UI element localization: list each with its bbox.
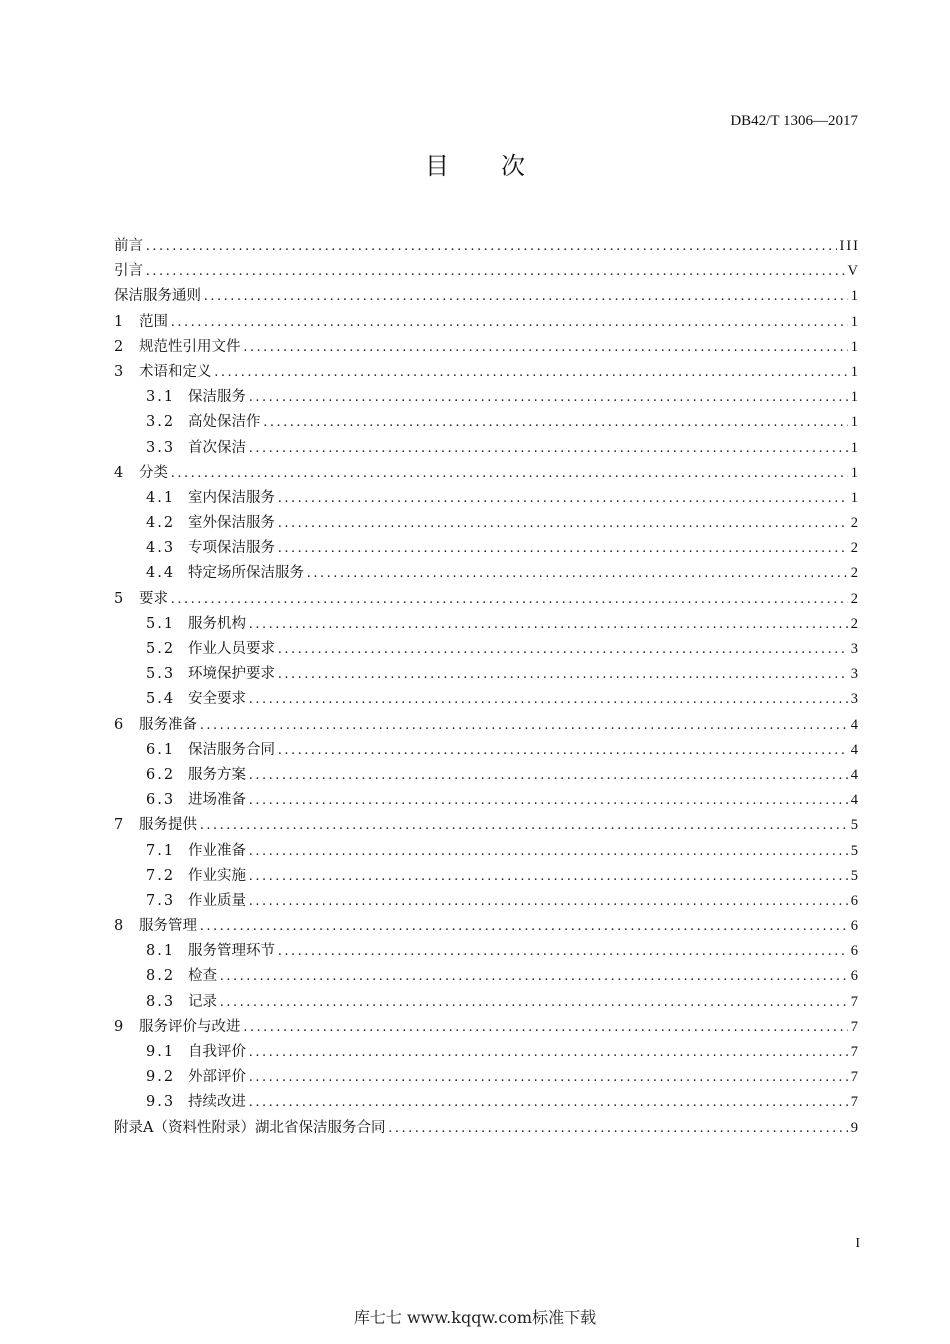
toc-entry-number: 8.3 bbox=[146, 993, 176, 1010]
toc-entry[interactable] bbox=[114, 889, 860, 914]
toc-entry[interactable] bbox=[114, 662, 860, 687]
toc-entry[interactable] bbox=[114, 284, 860, 309]
toc-entry[interactable] bbox=[114, 612, 860, 637]
toc-entry-page: 2 bbox=[850, 515, 860, 532]
toc-entry-label: 首次保洁 bbox=[188, 439, 246, 456]
toc-entry-page: 4 bbox=[850, 716, 860, 733]
toc-entry-label: 范围 bbox=[139, 313, 168, 330]
toc-entry-number: 9.1 bbox=[146, 1044, 176, 1060]
toc-entry-label: 作业准备 bbox=[188, 842, 246, 859]
toc-entry[interactable] bbox=[114, 536, 860, 561]
toc-entry-label: 规范性引用文件 bbox=[139, 338, 241, 355]
dot-leader bbox=[278, 943, 848, 960]
toc-entry[interactable] bbox=[114, 1065, 860, 1090]
toc-entry-label: 服务提供 bbox=[139, 817, 197, 834]
dot-leader bbox=[249, 1044, 848, 1061]
dot-leader bbox=[200, 918, 848, 935]
toc-entry[interactable] bbox=[114, 511, 860, 536]
toc-entry-page: 2 bbox=[850, 540, 860, 557]
toc-entry[interactable] bbox=[114, 687, 860, 712]
toc-entry-label: 服务方案 bbox=[188, 766, 246, 783]
toc-entry[interactable] bbox=[114, 436, 860, 461]
toc-entry-page: 1 bbox=[850, 489, 860, 506]
toc-entry-label: 分类 bbox=[139, 464, 168, 481]
toc-entry[interactable] bbox=[114, 234, 860, 259]
toc-entry-number: 1 bbox=[114, 313, 124, 330]
toc-entry-page: 4 bbox=[850, 792, 860, 809]
dot-leader bbox=[249, 843, 848, 860]
toc-entry-label: 作业人员要求 bbox=[188, 641, 275, 657]
dot-leader bbox=[278, 515, 848, 532]
toc-entry-number: 8.2 bbox=[146, 968, 176, 985]
dot-leader bbox=[278, 641, 848, 658]
toc-entry-label: 服务管理 bbox=[139, 918, 197, 935]
toc-entry-page: 6 bbox=[850, 943, 860, 960]
toc-entry-page: 7 bbox=[850, 1044, 860, 1060]
toc-entry-page: 2 bbox=[850, 565, 860, 582]
toc-entry-number: 4.2 bbox=[146, 515, 176, 532]
toc-entry[interactable] bbox=[114, 788, 860, 813]
toc-entry-page: 4 bbox=[850, 741, 860, 758]
toc-entry[interactable] bbox=[114, 1090, 860, 1115]
toc-entry-page: 1 bbox=[850, 439, 860, 456]
toc-entry[interactable] bbox=[114, 914, 860, 939]
dot-leader bbox=[278, 742, 848, 759]
dot-leader bbox=[215, 364, 848, 381]
toc-entry-page: 1 bbox=[850, 338, 860, 355]
toc-entry-page: 6 bbox=[850, 968, 860, 985]
dot-leader bbox=[388, 1120, 847, 1137]
toc-entry[interactable] bbox=[114, 1116, 860, 1141]
toc-entry-page: III bbox=[839, 238, 860, 254]
dot-leader bbox=[264, 414, 848, 431]
toc-entry-label: 室内保洁服务 bbox=[188, 489, 275, 506]
dot-leader bbox=[146, 263, 845, 280]
dot-leader bbox=[244, 1019, 848, 1036]
dot-leader bbox=[171, 591, 848, 608]
toc-entry-number: 4.4 bbox=[146, 565, 176, 582]
toc-entry-page: 6 bbox=[850, 892, 860, 909]
toc-entry-page: 5 bbox=[850, 817, 860, 834]
toc-entry-number: 5.1 bbox=[146, 615, 176, 632]
toc-entry-label: 要求 bbox=[139, 590, 168, 607]
toc-entry-number: 8 bbox=[114, 918, 124, 935]
toc-entry-label: 服务评价与改进 bbox=[139, 1018, 241, 1035]
toc-entry-label: 自我评价 bbox=[188, 1044, 246, 1060]
toc-entry-number: 8.1 bbox=[146, 943, 176, 960]
toc-entry-label: 安全要求 bbox=[188, 691, 246, 708]
toc-entry-page: 7 bbox=[850, 1018, 860, 1035]
toc-entry-number: 3.3 bbox=[146, 439, 176, 456]
toc-entry[interactable] bbox=[114, 335, 860, 360]
dot-leader bbox=[220, 994, 848, 1011]
toc-entry-number: 5.3 bbox=[146, 666, 176, 683]
toc-entry-number: 7.2 bbox=[146, 867, 176, 884]
toc-entry-label: 高处保洁作 bbox=[188, 414, 261, 431]
dot-leader bbox=[249, 691, 848, 708]
toc-entry-number: 2 bbox=[114, 338, 124, 355]
dot-leader bbox=[171, 465, 848, 482]
dot-leader bbox=[249, 389, 848, 406]
toc-entry-label: 保洁服务 bbox=[188, 389, 246, 406]
dot-leader bbox=[278, 540, 848, 557]
dot-leader bbox=[244, 339, 848, 356]
toc-entry-label: 外部评价 bbox=[188, 1069, 246, 1086]
toc-entry-label: 保洁服务通则 bbox=[114, 288, 201, 305]
toc-entry-label: 记录 bbox=[188, 993, 217, 1010]
toc-entry-page: V bbox=[847, 263, 860, 280]
toc-entry-number: 3.2 bbox=[146, 414, 176, 431]
toc-entry[interactable] bbox=[114, 763, 860, 788]
toc-entry[interactable] bbox=[114, 864, 860, 889]
toc-entry-label: 保洁服务合同 bbox=[188, 741, 275, 758]
toc-entry-number: 9.2 bbox=[146, 1069, 176, 1086]
page-title: 目次 bbox=[425, 152, 577, 180]
toc-entry[interactable] bbox=[114, 561, 860, 586]
toc-entry-page: 1 bbox=[850, 464, 860, 481]
page-number: I bbox=[855, 1236, 860, 1251]
toc-entry-label: 前言 bbox=[114, 238, 143, 254]
toc-entry-label: 持续改进 bbox=[188, 1094, 246, 1111]
toc-entry-label: 引言 bbox=[114, 263, 143, 280]
toc-entry-page: 7 bbox=[850, 993, 860, 1010]
toc-entry-number: 6.3 bbox=[146, 792, 176, 809]
toc-entry-page: 9 bbox=[850, 1119, 860, 1136]
dot-leader bbox=[249, 767, 848, 784]
toc-entry-label: 作业实施 bbox=[188, 867, 246, 884]
toc-entry-page: 5 bbox=[850, 867, 860, 884]
toc-entry-number: 5 bbox=[114, 590, 124, 607]
table-of-contents bbox=[114, 234, 860, 1141]
toc-entry-page: 1 bbox=[850, 414, 860, 431]
toc-entry[interactable] bbox=[114, 360, 860, 385]
dot-leader bbox=[278, 490, 848, 507]
toc-entry-number: 5.4 bbox=[146, 691, 176, 708]
toc-entry[interactable] bbox=[114, 486, 860, 511]
toc-entry[interactable] bbox=[114, 1015, 860, 1040]
toc-entry-label: 术语和定义 bbox=[139, 363, 212, 380]
toc-entry[interactable] bbox=[114, 713, 860, 738]
toc-entry[interactable] bbox=[114, 587, 860, 612]
toc-entry[interactable] bbox=[114, 259, 860, 284]
toc-entry-label: 专项保洁服务 bbox=[188, 540, 275, 557]
toc-entry-page: 2 bbox=[850, 615, 860, 632]
toc-entry-number: 7.1 bbox=[146, 842, 176, 859]
toc-entry-page: 2 bbox=[850, 590, 860, 607]
toc-entry-number: 6.1 bbox=[146, 741, 176, 758]
dot-leader bbox=[249, 440, 848, 457]
document-code: DB42/T 1306—2017 bbox=[730, 113, 858, 129]
toc-entry-label: 进场准备 bbox=[188, 792, 246, 809]
toc-entry[interactable] bbox=[114, 1040, 860, 1065]
toc-entry[interactable] bbox=[114, 964, 860, 989]
toc-entry-number: 4.3 bbox=[146, 540, 176, 557]
toc-entry-label: 服务机构 bbox=[188, 615, 246, 632]
toc-entry-page: 1 bbox=[850, 288, 860, 305]
toc-entry-label: 特定场所保洁服务 bbox=[188, 565, 304, 582]
toc-entry-number: 4.1 bbox=[146, 489, 176, 506]
toc-entry-page: 7 bbox=[850, 1069, 860, 1086]
dot-leader bbox=[249, 868, 848, 885]
toc-entry-page: 1 bbox=[850, 313, 860, 330]
toc-entry[interactable] bbox=[114, 990, 860, 1015]
toc-entry-label: 室外保洁服务 bbox=[188, 515, 275, 532]
toc-entry[interactable] bbox=[114, 410, 860, 435]
toc-entry[interactable] bbox=[114, 839, 860, 864]
toc-entry[interactable] bbox=[114, 939, 860, 964]
toc-entry-page: 1 bbox=[850, 363, 860, 380]
toc-entry-page: 4 bbox=[850, 766, 860, 783]
toc-entry[interactable] bbox=[114, 385, 860, 410]
toc-entry[interactable] bbox=[114, 637, 860, 662]
toc-entry-page: 6 bbox=[850, 918, 860, 935]
toc-entry-page: 1 bbox=[850, 389, 860, 406]
toc-entry-label: 环境保护要求 bbox=[188, 666, 275, 683]
dot-leader bbox=[204, 288, 848, 305]
dot-leader bbox=[200, 817, 848, 834]
toc-entry-label: 服务准备 bbox=[139, 716, 197, 733]
toc-entry-number: 6.2 bbox=[146, 766, 176, 783]
dot-leader bbox=[200, 717, 848, 734]
toc-entry-number: 3 bbox=[114, 363, 124, 380]
toc-entry-label: 服务管理环节 bbox=[188, 943, 275, 960]
toc-entry-page: 3 bbox=[850, 666, 860, 683]
dot-leader bbox=[249, 893, 848, 910]
toc-entry-number: 6 bbox=[114, 716, 124, 733]
toc-entry[interactable] bbox=[114, 813, 860, 838]
dot-leader bbox=[220, 968, 848, 985]
toc-entry-number: 7.3 bbox=[146, 892, 176, 909]
toc-entry-page: 3 bbox=[850, 641, 860, 657]
dot-leader bbox=[249, 792, 848, 809]
toc-entry-label: 作业质量 bbox=[188, 892, 246, 909]
toc-entry[interactable] bbox=[114, 738, 860, 763]
toc-entry-number: 7 bbox=[114, 817, 124, 834]
toc-entry-page: 3 bbox=[850, 691, 860, 708]
toc-entry-page: 7 bbox=[850, 1094, 860, 1111]
dot-leader bbox=[249, 616, 848, 633]
toc-entry-page: 5 bbox=[850, 842, 860, 859]
toc-entry[interactable] bbox=[114, 461, 860, 486]
watermark-text: 库七七 www.kqqw.com标准下载 bbox=[353, 1308, 597, 1327]
toc-entry-number: 5.2 bbox=[146, 641, 176, 657]
toc-entry-number: 9 bbox=[114, 1018, 124, 1035]
dot-leader bbox=[249, 1094, 848, 1111]
dot-leader bbox=[146, 238, 837, 255]
dot-leader bbox=[171, 314, 848, 331]
toc-entry-label: 附录A（资料性附录）湖北省保洁服务合同 bbox=[114, 1119, 386, 1136]
toc-entry-number: 4 bbox=[114, 464, 124, 481]
dot-leader bbox=[278, 666, 848, 683]
toc-entry-number: 3.1 bbox=[146, 389, 176, 406]
toc-entry-number: 9.3 bbox=[146, 1094, 176, 1111]
toc-entry-label: 检查 bbox=[188, 968, 217, 985]
dot-leader bbox=[307, 565, 848, 582]
toc-entry[interactable] bbox=[114, 310, 860, 335]
dot-leader bbox=[249, 1069, 848, 1086]
